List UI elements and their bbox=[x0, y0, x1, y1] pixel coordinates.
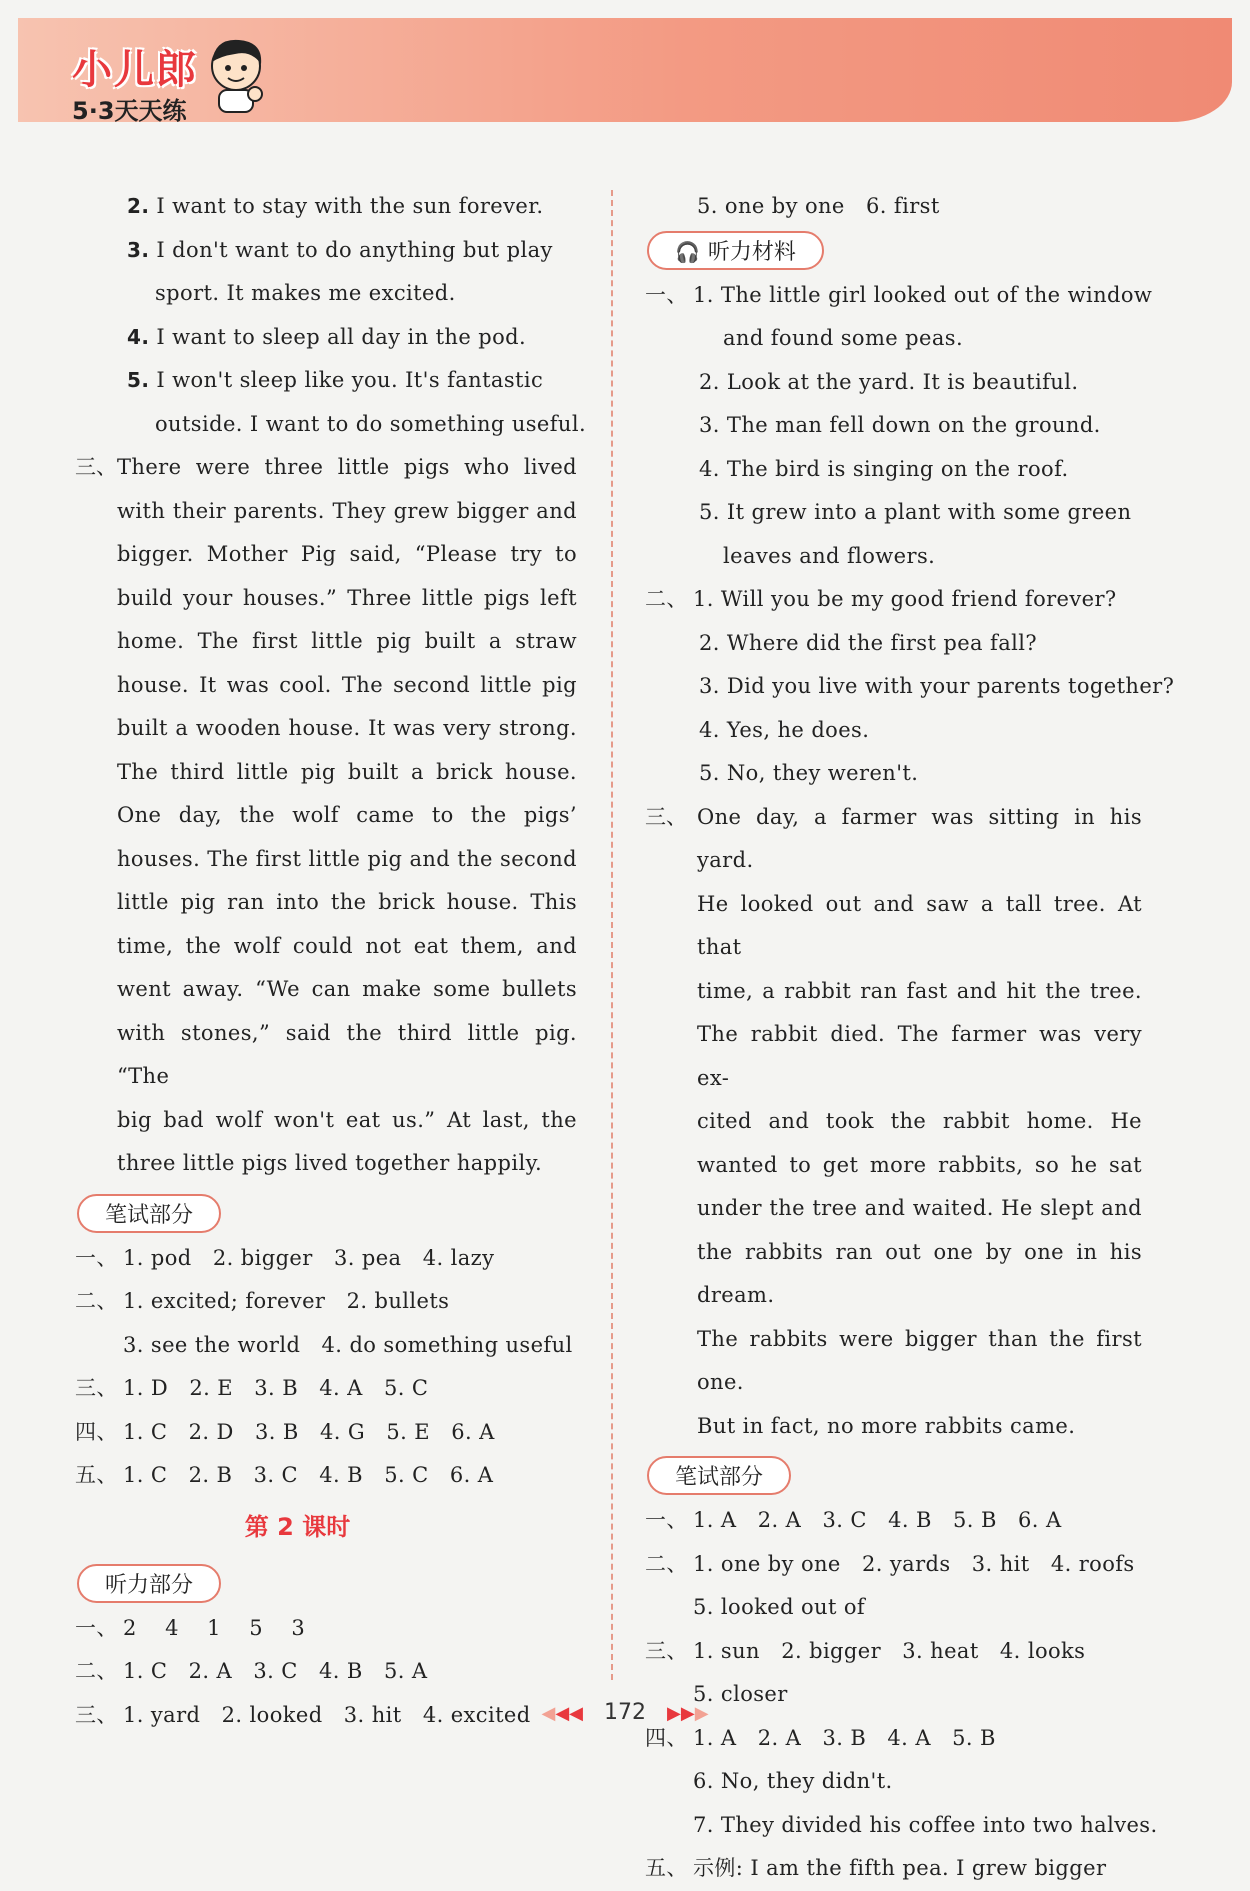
story-line: bigger. Mother Pig said, “Please try to bbox=[117, 542, 577, 566]
answer-row: 一、 1. pod 2. bigger 3. pea 4. lazy bbox=[75, 1245, 495, 1270]
answer-row: 二、 1. one by one 2. yards 3. hit 4. roofs bbox=[645, 1551, 1135, 1576]
story-line: under the tree and waited. He slept and bbox=[697, 1196, 1142, 1220]
material-line: 4. Yes, he does. bbox=[699, 717, 870, 742]
answer-row: 5. closer bbox=[693, 1682, 788, 1706]
story-line: time, the wolf could not eat them, and bbox=[117, 933, 577, 958]
material-line: 4. The bird is singing on the roof. bbox=[699, 456, 1069, 481]
answer-row: 二、 1. C 2. A 3. C 4. B 5. A bbox=[75, 1659, 428, 1683]
section-label: 三、 bbox=[75, 455, 117, 479]
story-line: There were three little pigs who lived bbox=[117, 455, 577, 479]
answer-row: 三、 1. D 2. E 3. B 4. A 5. C bbox=[75, 1376, 429, 1400]
page-header-banner bbox=[18, 18, 1232, 122]
next-arrow-icon: ▶ bbox=[694, 1703, 709, 1724]
story-line: built a wooden house. It was very strong. bbox=[117, 716, 577, 740]
answer-row: 5. one by one 6. first bbox=[697, 194, 940, 218]
section-title-listening-material: 🎧 听力材料 bbox=[647, 231, 824, 270]
story-paragraph bbox=[645, 796, 1150, 1449]
answer-line: 4. I want to sleep all day in the pod. bbox=[127, 324, 527, 349]
answer-row: 一、 2 4 1 5 3 bbox=[75, 1615, 306, 1640]
answer-row: 5. looked out of bbox=[693, 1595, 866, 1619]
answer-line: 5. I won't sleep like you. It's fantastic bbox=[127, 368, 544, 392]
page-footer bbox=[0, 1700, 1250, 1725]
brand-name: 小儿郎 bbox=[72, 47, 198, 93]
story-line: went away. “We can make some bullets bbox=[117, 977, 577, 1001]
answer-row: 五、 1. C 2. B 3. C 4. B 5. C 6. A bbox=[75, 1463, 494, 1487]
story-line: One day, the wolf came to the pigs’ bbox=[117, 803, 577, 827]
answer-row: 二、 1. excited; forever 2. bullets bbox=[75, 1289, 450, 1313]
material-line: 二、 1. Will you be my good friend forever? bbox=[645, 587, 1117, 611]
answer-line: outside. I want to do something useful. bbox=[155, 411, 587, 436]
story-line: big bad wolf won't eat us.” At last, the bbox=[117, 1107, 577, 1132]
material-line: 5. It grew into a plant with some green bbox=[699, 500, 1132, 524]
material-line: 一、 1. The little girl looked out of the window bbox=[645, 282, 1153, 307]
story-line: But in fact, no more rabbits came. bbox=[697, 1413, 1076, 1438]
story-line: little pig ran into the brick house. This bbox=[117, 890, 577, 914]
material-line: 3. Did you live with your parents together? bbox=[699, 674, 1175, 698]
story-line: One day, a farmer was sitting in his yard. bbox=[697, 804, 1142, 872]
section-title-written: 笔试部分 bbox=[647, 1456, 791, 1495]
material-line: 3. The man fell down on the ground. bbox=[699, 413, 1101, 437]
lesson-title: 第 2 课时 bbox=[244, 1512, 351, 1541]
answer-line: sport. It makes me excited. bbox=[155, 281, 456, 305]
story-paragraph bbox=[75, 446, 580, 1186]
story-line: build your houses.” Three little pigs left bbox=[117, 585, 577, 610]
story-line: wanted to get more rabbits, so he sat bbox=[697, 1152, 1142, 1177]
material-line: 2. Where did the first pea fall? bbox=[699, 630, 1038, 655]
answer-row: 一、 1. A 2. A 3. C 4. B 5. B 6. A bbox=[645, 1508, 1062, 1532]
left-column bbox=[75, 185, 587, 1737]
answer-row: 四、 1. C 2. D 3. B 4. G 5. E 6. A bbox=[75, 1419, 495, 1444]
story-line: The third little pig built a brick house. bbox=[117, 759, 577, 784]
story-line: the rabbits ran out one by one in his dream. bbox=[697, 1239, 1142, 1307]
answer-line: 2. I want to stay with the sun forever. bbox=[127, 194, 544, 218]
answer-line: 3. I don't want to do anything but play bbox=[127, 237, 553, 262]
story-line: houses. The first little pig and the second bbox=[117, 846, 577, 871]
story-line: The rabbit died. The farmer was very ex- bbox=[697, 1022, 1142, 1090]
story-line: cited and took the rabbit home. He bbox=[697, 1109, 1142, 1133]
story-line: with their parents. They grew bigger and bbox=[117, 498, 577, 523]
series-name: 5·3天天练 bbox=[72, 97, 187, 125]
story-line: home. The first little pig built a straw bbox=[117, 629, 577, 653]
column-divider bbox=[611, 190, 613, 1680]
page-number: 172 bbox=[604, 1700, 646, 1725]
answer-row: 三、 1. yard 2. looked 3. hit 4. excited bbox=[75, 1702, 531, 1727]
answer-row: 五、 示例: I am the fifth pea. I grew bigger bbox=[645, 1856, 1107, 1880]
section-title-written: 笔试部分 bbox=[77, 1194, 221, 1233]
section-title-listening: 听力部分 bbox=[77, 1564, 221, 1603]
material-line: 2. Look at the yard. It is beautiful. bbox=[699, 369, 1079, 394]
story-line: house. It was cool. The second little pig bbox=[117, 672, 577, 697]
mascot-boy-icon bbox=[205, 36, 267, 114]
material-line: leaves and flowers. bbox=[723, 543, 936, 568]
answer-row: 3. see the world 4. do something useful bbox=[123, 1332, 573, 1357]
story-line: He looked out and saw a tall tree. At that bbox=[697, 891, 1142, 959]
story-line: time, a rabbit ran fast and hit the tree. bbox=[697, 978, 1142, 1003]
right-column bbox=[645, 185, 1175, 1891]
story-line: with stones,” said the third little pig. “The bbox=[117, 1020, 577, 1088]
story-line: The rabbits were bigger than the first one. bbox=[697, 1326, 1142, 1394]
next-arrow-icon: ▶▶ bbox=[667, 1703, 695, 1724]
answer-row: 6. No, they didn't. bbox=[693, 1769, 893, 1793]
material-line: and found some peas. bbox=[723, 326, 964, 350]
prev-arrow-icon: ◀◀ bbox=[555, 1703, 583, 1724]
answer-row: 三、 1. sun 2. bigger 3. heat 4. looks bbox=[645, 1638, 1086, 1663]
answer-row: 7. They divided his coffee into two halves. bbox=[693, 1812, 1158, 1837]
section-label: 三、 bbox=[645, 804, 687, 829]
material-line: 5. No, they weren't. bbox=[699, 761, 919, 785]
story-line: three little pigs lived together happily. bbox=[117, 1151, 543, 1175]
answer-row: 四、 1. A 2. A 3. B 4. A 5. B bbox=[645, 1725, 996, 1750]
brand-logo bbox=[72, 38, 198, 126]
headphones-icon: 🎧 bbox=[675, 239, 700, 264]
prev-arrow-icon: ◀ bbox=[541, 1703, 556, 1724]
